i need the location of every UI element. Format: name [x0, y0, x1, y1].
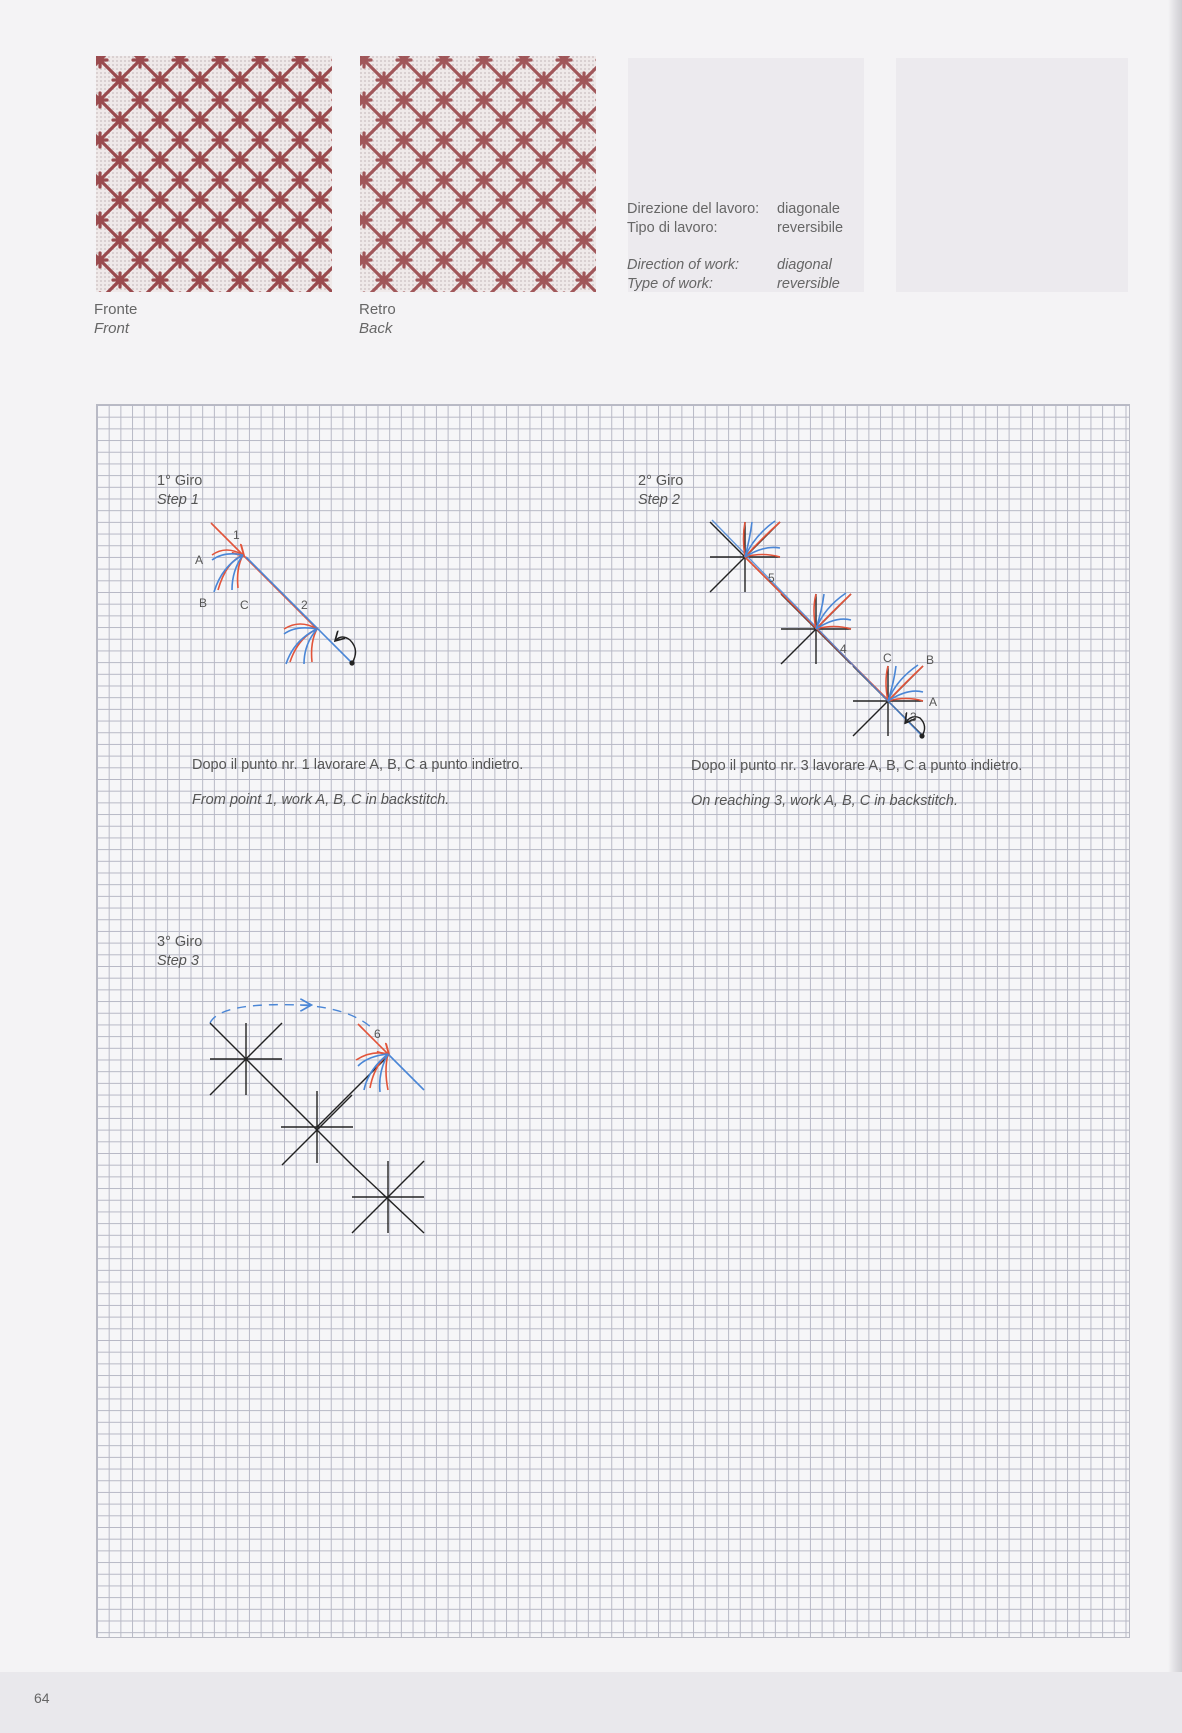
- step2-label-b: B: [926, 653, 935, 667]
- front-caption: [94, 300, 137, 338]
- info-key: Direction of work:: [627, 257, 740, 273]
- step3-entry-arrow: [358, 1024, 388, 1054]
- page-edge-shadow: [1168, 0, 1182, 1733]
- step3-title-en: Step 3: [157, 953, 199, 969]
- work-info-english: [627, 256, 840, 294]
- step3-title-it: 3° Giro: [157, 934, 203, 950]
- back-swatch-image: [360, 56, 596, 292]
- info-row: [627, 200, 843, 219]
- front-swatch-image: [96, 56, 332, 292]
- step1-end-dot: [349, 660, 354, 665]
- step2-instructions: [691, 757, 1022, 811]
- step2-text-it: Dopo il punto nr. 3 lavorare A, B, C a punto indietro.: [691, 758, 1023, 774]
- step1-text-it: Dopo il punto nr. 1 lavorare A, B, C a punto indietro.: [192, 757, 524, 773]
- info-row: [627, 275, 840, 294]
- info-key: Type of work:: [627, 276, 713, 292]
- step2-colored-star-2: [814, 593, 851, 629]
- info-key: Tipo di lavoro:: [627, 220, 718, 236]
- step1-instructions: [192, 756, 523, 810]
- step1-title-it: 1° Giro: [157, 473, 203, 489]
- back-caption-it: Retro: [359, 301, 396, 318]
- step3-black-star-1: [210, 1023, 282, 1095]
- step1-blue-diagonal: [246, 557, 352, 663]
- step3-colored-star: [356, 1053, 388, 1092]
- step2-label-c: C: [883, 651, 892, 665]
- info-value: diagonal: [777, 257, 832, 273]
- step2-colored-star-1: [744, 521, 781, 557]
- front-caption-en: Front: [94, 320, 130, 337]
- page-number: 64: [34, 1690, 50, 1706]
- step2-diagram: [700, 515, 940, 745]
- step1-title-en: Step 1: [157, 492, 199, 508]
- front-caption-it: Fronte: [94, 301, 138, 318]
- step2-text-en: On reaching 3, work A, B, C in backstitch.: [691, 793, 959, 809]
- step1-text-en: From point 1, work A, B, C in backstitch.: [192, 792, 450, 808]
- step3-black-star-3: [352, 1161, 424, 1233]
- step2-label-5: 5: [768, 571, 775, 585]
- step1-label-a: A: [195, 553, 204, 567]
- step3-dashed-arc: [210, 1005, 374, 1030]
- work-info-italian: [627, 200, 843, 238]
- back-caption: [359, 300, 396, 338]
- footer-band: [0, 1672, 1182, 1733]
- step2-title-en: Step 2: [638, 492, 680, 508]
- info-value: diagonale: [777, 201, 840, 217]
- step2-colored-star-3: [886, 665, 923, 701]
- step1-label-b: B: [199, 596, 208, 610]
- step2-label-3: 3: [910, 710, 917, 724]
- step1-title: [157, 472, 202, 510]
- step2-label-a: A: [929, 695, 938, 709]
- step3-diagram: [200, 990, 440, 1240]
- blank-swatch-placeholder-2: [896, 58, 1128, 292]
- back-caption-en: Back: [359, 320, 393, 337]
- info-key: Direzione del lavoro:: [627, 201, 760, 217]
- step2-label-4: 4: [840, 642, 847, 656]
- info-value: reversibile: [777, 220, 844, 236]
- info-row: [627, 256, 840, 275]
- info-row: [627, 219, 843, 238]
- step2-title-it: 2° Giro: [638, 473, 684, 489]
- step1-star-1: [212, 550, 243, 592]
- step1-label-1: 1: [233, 528, 240, 542]
- step2-title: [638, 472, 683, 510]
- step1-diagram: [180, 515, 380, 675]
- step3-label-6: 6: [374, 1027, 381, 1041]
- step2-end-dot: [919, 733, 924, 738]
- step3-title: [157, 933, 202, 971]
- step1-star-2: [284, 624, 317, 664]
- step1-label-2: 2: [301, 598, 308, 612]
- step3-blue-diagonal: [388, 1054, 424, 1090]
- info-value: reversible: [777, 276, 840, 292]
- step1-label-c: C: [240, 598, 249, 612]
